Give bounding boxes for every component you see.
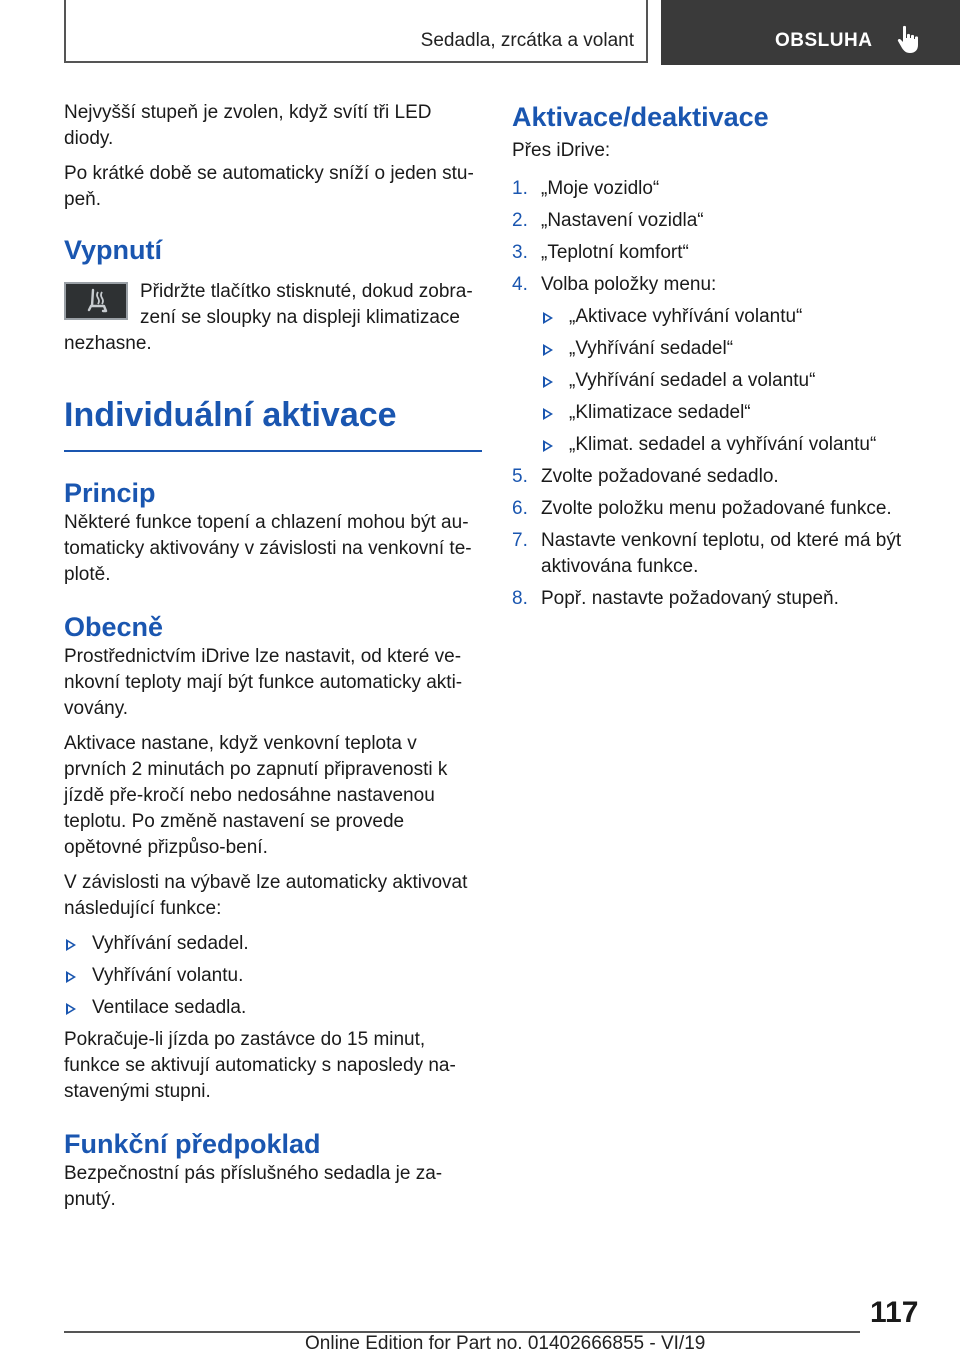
header-chapter-title: OBSLUHA xyxy=(775,30,873,51)
step-item: 4. Volba položky menu: „Aktivace vyhřívání volantu“ „Vyhřívání sedadel“ „Vyhřívání sedadel a volantu“ „Klimatizace sedadel“ „Klimat. sedadel a vyhřívání volantu“ xyxy=(512,272,912,458)
right-column xyxy=(512,100,912,618)
paragraph-auto-reduce: Po krátké době se automaticky sníží o jeden stu-peň. xyxy=(64,163,474,210)
vypnuti-paragraph xyxy=(64,279,482,357)
heading-princip: Princip xyxy=(64,478,156,508)
heading-individualni-aktivace: Individuální aktivace xyxy=(64,396,397,434)
list-item: „Aktivace vyhřívání volantu“ xyxy=(541,304,912,330)
header-section-title: Sedadla, zrcátka a volant xyxy=(420,30,634,51)
triangle-bullet-icon xyxy=(66,939,76,951)
triangle-bullet-icon xyxy=(543,312,553,324)
step-item: 7. Nastavte venkovní teplotu, od které má být aktivována funkce. xyxy=(512,530,902,577)
step-item: 8. Popř. nastavte požadovaný stupeň. xyxy=(512,588,839,609)
triangle-bullet-icon xyxy=(66,971,76,983)
predpoklad-text: Bezpečnostní pás příslušného sedadla je za-pnutý. xyxy=(64,1163,443,1210)
step-item: 6. Zvolte položku menu požadované funkce. xyxy=(512,498,892,519)
obecne-paragraph-1: Prostřednictvím iDrive lze nastavit, od které ve-nkovní teploty mají být funkce automaticky akti-vovány. xyxy=(64,646,463,719)
seat-heating-button-icon xyxy=(64,282,128,320)
vypnuti-text: Přidržte tlačítko stisknuté, dokud zobra-zení se sloupky na displeji klimatizace nezhasne. xyxy=(64,281,473,354)
left-column xyxy=(64,100,482,1222)
heading-aktivace-deaktivace: Aktivace/deaktivace xyxy=(512,102,769,132)
steps-list xyxy=(512,176,912,612)
paragraph-highest-level: Nejvyšší stupeň je zvolen, když svítí tři LED diody. xyxy=(64,102,432,149)
obecne-paragraph-4: Pokračuje-li jízda po zastávce do 15 minut, funkce se aktivují automaticky s naposledy na-stavenými stupni. xyxy=(64,1029,456,1102)
step-item: 1. „Moje vozidlo“ xyxy=(512,178,660,199)
menu-items-list xyxy=(541,304,912,458)
header-chapter-box xyxy=(661,0,960,65)
page-number: 117 xyxy=(870,1296,919,1329)
princip-text: Některé funkce topení a chlazení mohou být au-tomaticky aktivovány v závislosti na venkovní te-plotě. xyxy=(64,512,472,585)
triangle-bullet-icon xyxy=(543,376,553,388)
list-item: „Vyhřívání sedadel a volantu“ xyxy=(541,368,912,394)
list-item: „Klimat. sedadel a vyhřívání volantu“ xyxy=(541,432,912,458)
function-list xyxy=(64,931,482,1021)
triangle-bullet-icon xyxy=(543,344,553,356)
list-item: „Klimatizace sedadel“ xyxy=(541,400,912,426)
heading-funkcni-predpoklad: Funkční předpoklad xyxy=(64,1129,321,1159)
list-item: Ventilace sedadla. xyxy=(64,995,482,1021)
triangle-bullet-icon xyxy=(543,408,553,420)
step-item: 5. Zvolte požadované sedadlo. xyxy=(512,466,779,487)
pointing-hand-icon xyxy=(897,25,923,55)
step-item: 2. „Nastavení vozidla“ xyxy=(512,210,704,231)
list-item: Vyhřívání sedadel. xyxy=(64,931,482,957)
idrive-intro: Přes iDrive: xyxy=(512,140,611,161)
heading-obecne: Obecně xyxy=(64,612,164,642)
triangle-bullet-icon xyxy=(543,440,553,452)
list-item: „Vyhřívání sedadel“ xyxy=(541,336,912,362)
step-item: 3. „Teplotní komfort“ xyxy=(512,242,689,263)
heading-vypnuti: Vypnutí xyxy=(64,235,162,265)
obecne-paragraph-2: Aktivace nastane, když venkovní teplota v prvních 2 minutách po zapnutí připravenosti k jízdě pře-kročí nebo nedosáhne nastavenou teplotu. Po změně nastavení se provede opětovné přizpůso-bení. xyxy=(64,733,448,858)
header-section-box xyxy=(64,0,648,63)
obecne-paragraph-3: V závislosti na výbavě lze automaticky aktivovat následující funkce: xyxy=(64,872,468,919)
list-item: Vyhřívání volantu. xyxy=(64,963,482,989)
triangle-bullet-icon xyxy=(66,1003,76,1015)
footer-edition: Online Edition for Part no. 01402666855 - VI/19 xyxy=(305,1333,706,1354)
